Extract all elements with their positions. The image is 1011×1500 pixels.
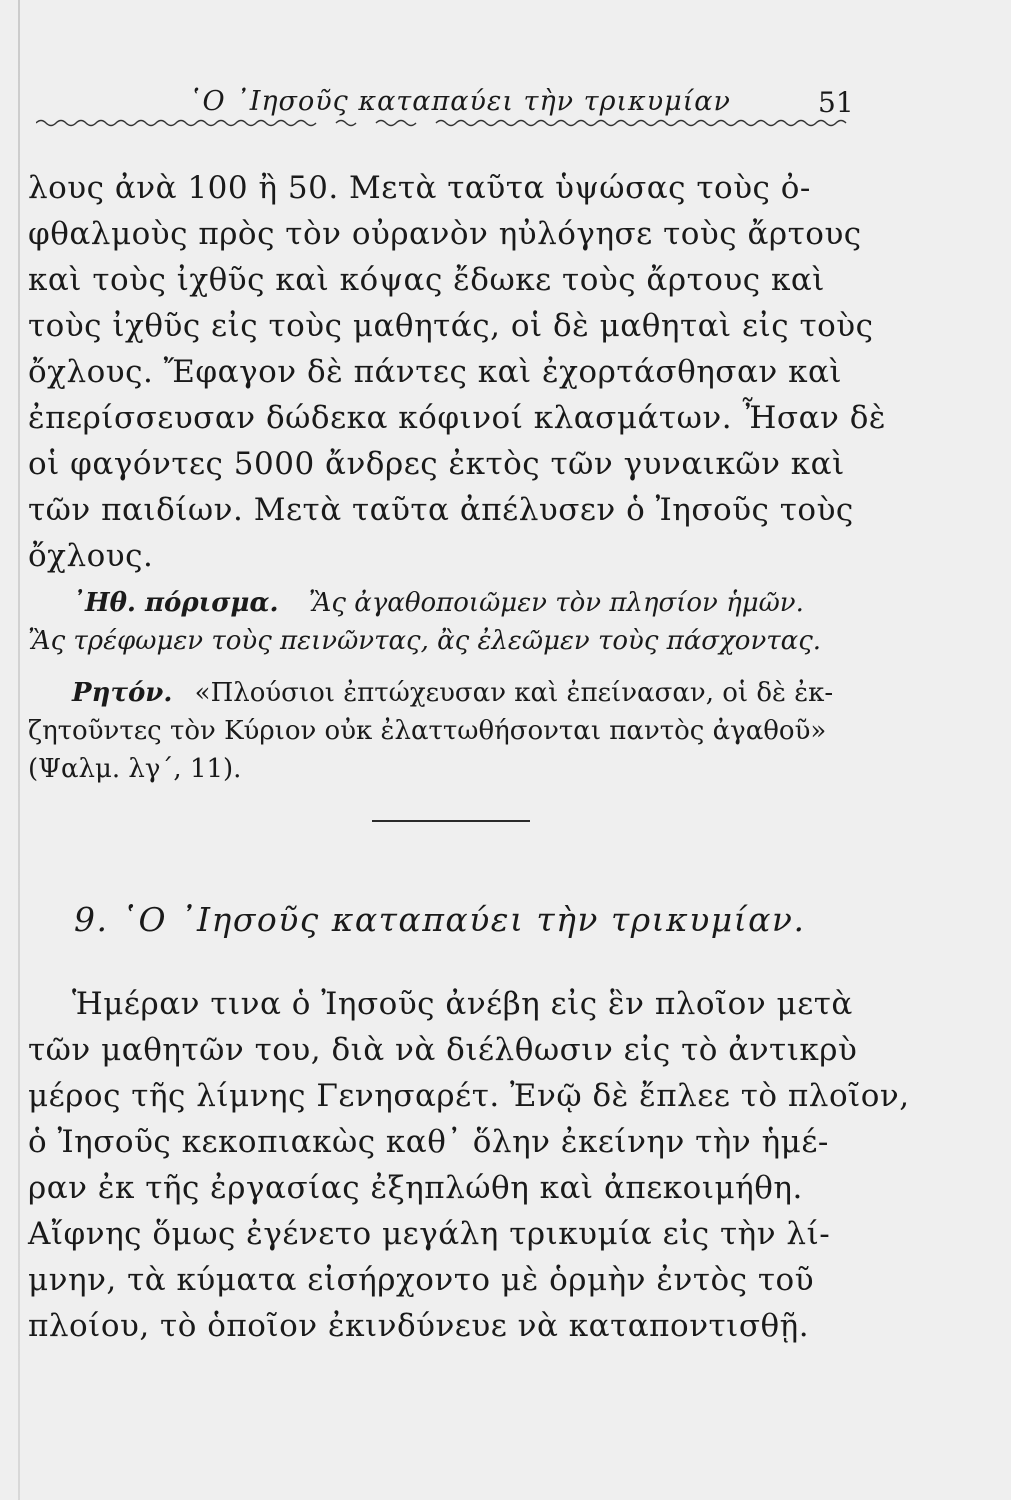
moral-text: Ἂς ἀγαθοποιῶμεν τὸν πλησίον ἡμῶν.	[308, 588, 804, 618]
header-wavy-rule	[36, 117, 856, 129]
page-number: 51	[818, 86, 854, 119]
verse-line: ζητοῦντες τὸν Κύριον οὐκ ἐλαττωθήσονται παντὸς ἀγαθοῦ»	[28, 716, 827, 746]
paragraph1-line: οἱ φαγόντες 5000 ἄνδρες ἐκτὸς τῶν γυναικῶν καὶ	[28, 446, 845, 482]
paragraph2-line: ὁ Ἰησοῦς κεκοπιακὼς καθ᾽ ὅλην ἐκείνην τὴν ἡμέ-	[28, 1124, 829, 1160]
paragraph1-line: τῶν παιδίων. Μετὰ ταῦτα ἀπέλυσεν ὁ Ἰησοῦς τοὺς	[28, 492, 854, 528]
paragraph1-line: φθαλμοὺς πρὸς τὸν οὐρανὸν ηὐλόγησε τοὺς ἄρτους	[28, 216, 862, 252]
moral-line	[72, 586, 804, 620]
paragraph1-line: καὶ τοὺς ἰχθῦς καὶ κόψας ἔδωκε τοὺς ἄρτους καὶ	[28, 262, 825, 298]
paragraph1-line: ἐπερίσσευσαν δώδεκα κόφινοί κλασμάτων. Ἦσαν δὲ	[28, 400, 887, 436]
section-divider	[372, 820, 530, 822]
running-title: ῾Ο ᾽Ιησοῦς καταπαύει τὴν τρικυμίαν	[188, 86, 731, 117]
paragraph1-line: τοὺς ἰχθῦς εἰς τοὺς μαθητάς, οἱ δὲ μαθηταὶ εἰς τοὺς	[28, 308, 874, 344]
paragraph2-line: μέρος τῆς λίμνης Γενησαρέτ. Ἐνῷ δὲ ἔπλεε τὸ πλοῖον,	[28, 1078, 910, 1114]
verse-label: Ρητόν.	[72, 678, 173, 708]
moral-line: Ἂς τρέφωμεν τοὺς πεινῶντας, ἂς ἐλεῶμεν τοὺς πάσχοντας.	[28, 626, 822, 656]
paragraph2-line: Ἡμέραν τινα ὁ Ἰησοῦς ἀνέβη εἰς ἓν πλοῖον μετὰ	[72, 986, 853, 1022]
paragraph2-line: πλοίου, τὸ ὁποῖον ἐκινδύνευε νὰ καταποντισθῇ.	[28, 1308, 810, 1344]
verse-line	[72, 676, 833, 710]
paragraph2-line: μνην, τὰ κύματα εἰσήρχοντο μὲ ὁρμὴν ἐντὸς τοῦ	[28, 1262, 815, 1298]
section-title: 9. ῾Ο ᾽Ιησοῦς καταπαύει τὴν τρικυμίαν.	[74, 900, 806, 939]
paragraph1-line: λους ἀνὰ 100 ἢ 50. Μετὰ ταῦτα ὑψώσας τοὺς ὀ-	[28, 170, 811, 206]
moral-label: ᾽Ηθ. πόρισμα.	[72, 588, 279, 618]
paragraph1-line: ὄχλους. Ἔφαγον δὲ πάντες καὶ ἐχορτάσθησαν καὶ	[28, 354, 843, 390]
paragraph1-line: ὄχλους.	[28, 538, 154, 574]
paragraph2-line: τῶν μαθητῶν του, διὰ νὰ διέλθωσιν εἰς τὸ ἀντικρὺ	[28, 1032, 858, 1068]
paragraph2-line: ραν ἐκ τῆς ἐργασίας ἐξηπλώθη καὶ ἀπεκοιμήθη.	[28, 1170, 803, 1206]
page-edge-shadow	[18, 0, 20, 1500]
paragraph2-line: Αἴφνης ὅμως ἐγένετο μεγάλη τρικυμία εἰς τὴν λί-	[28, 1216, 831, 1252]
verse-text: «Πλούσιοι ἐπτώχευσαν καὶ ἐπείνασαν, οἱ δὲ ἐκ-	[194, 678, 834, 708]
verse-line: (Ψαλμ. λγ΄, 11).	[28, 754, 242, 784]
